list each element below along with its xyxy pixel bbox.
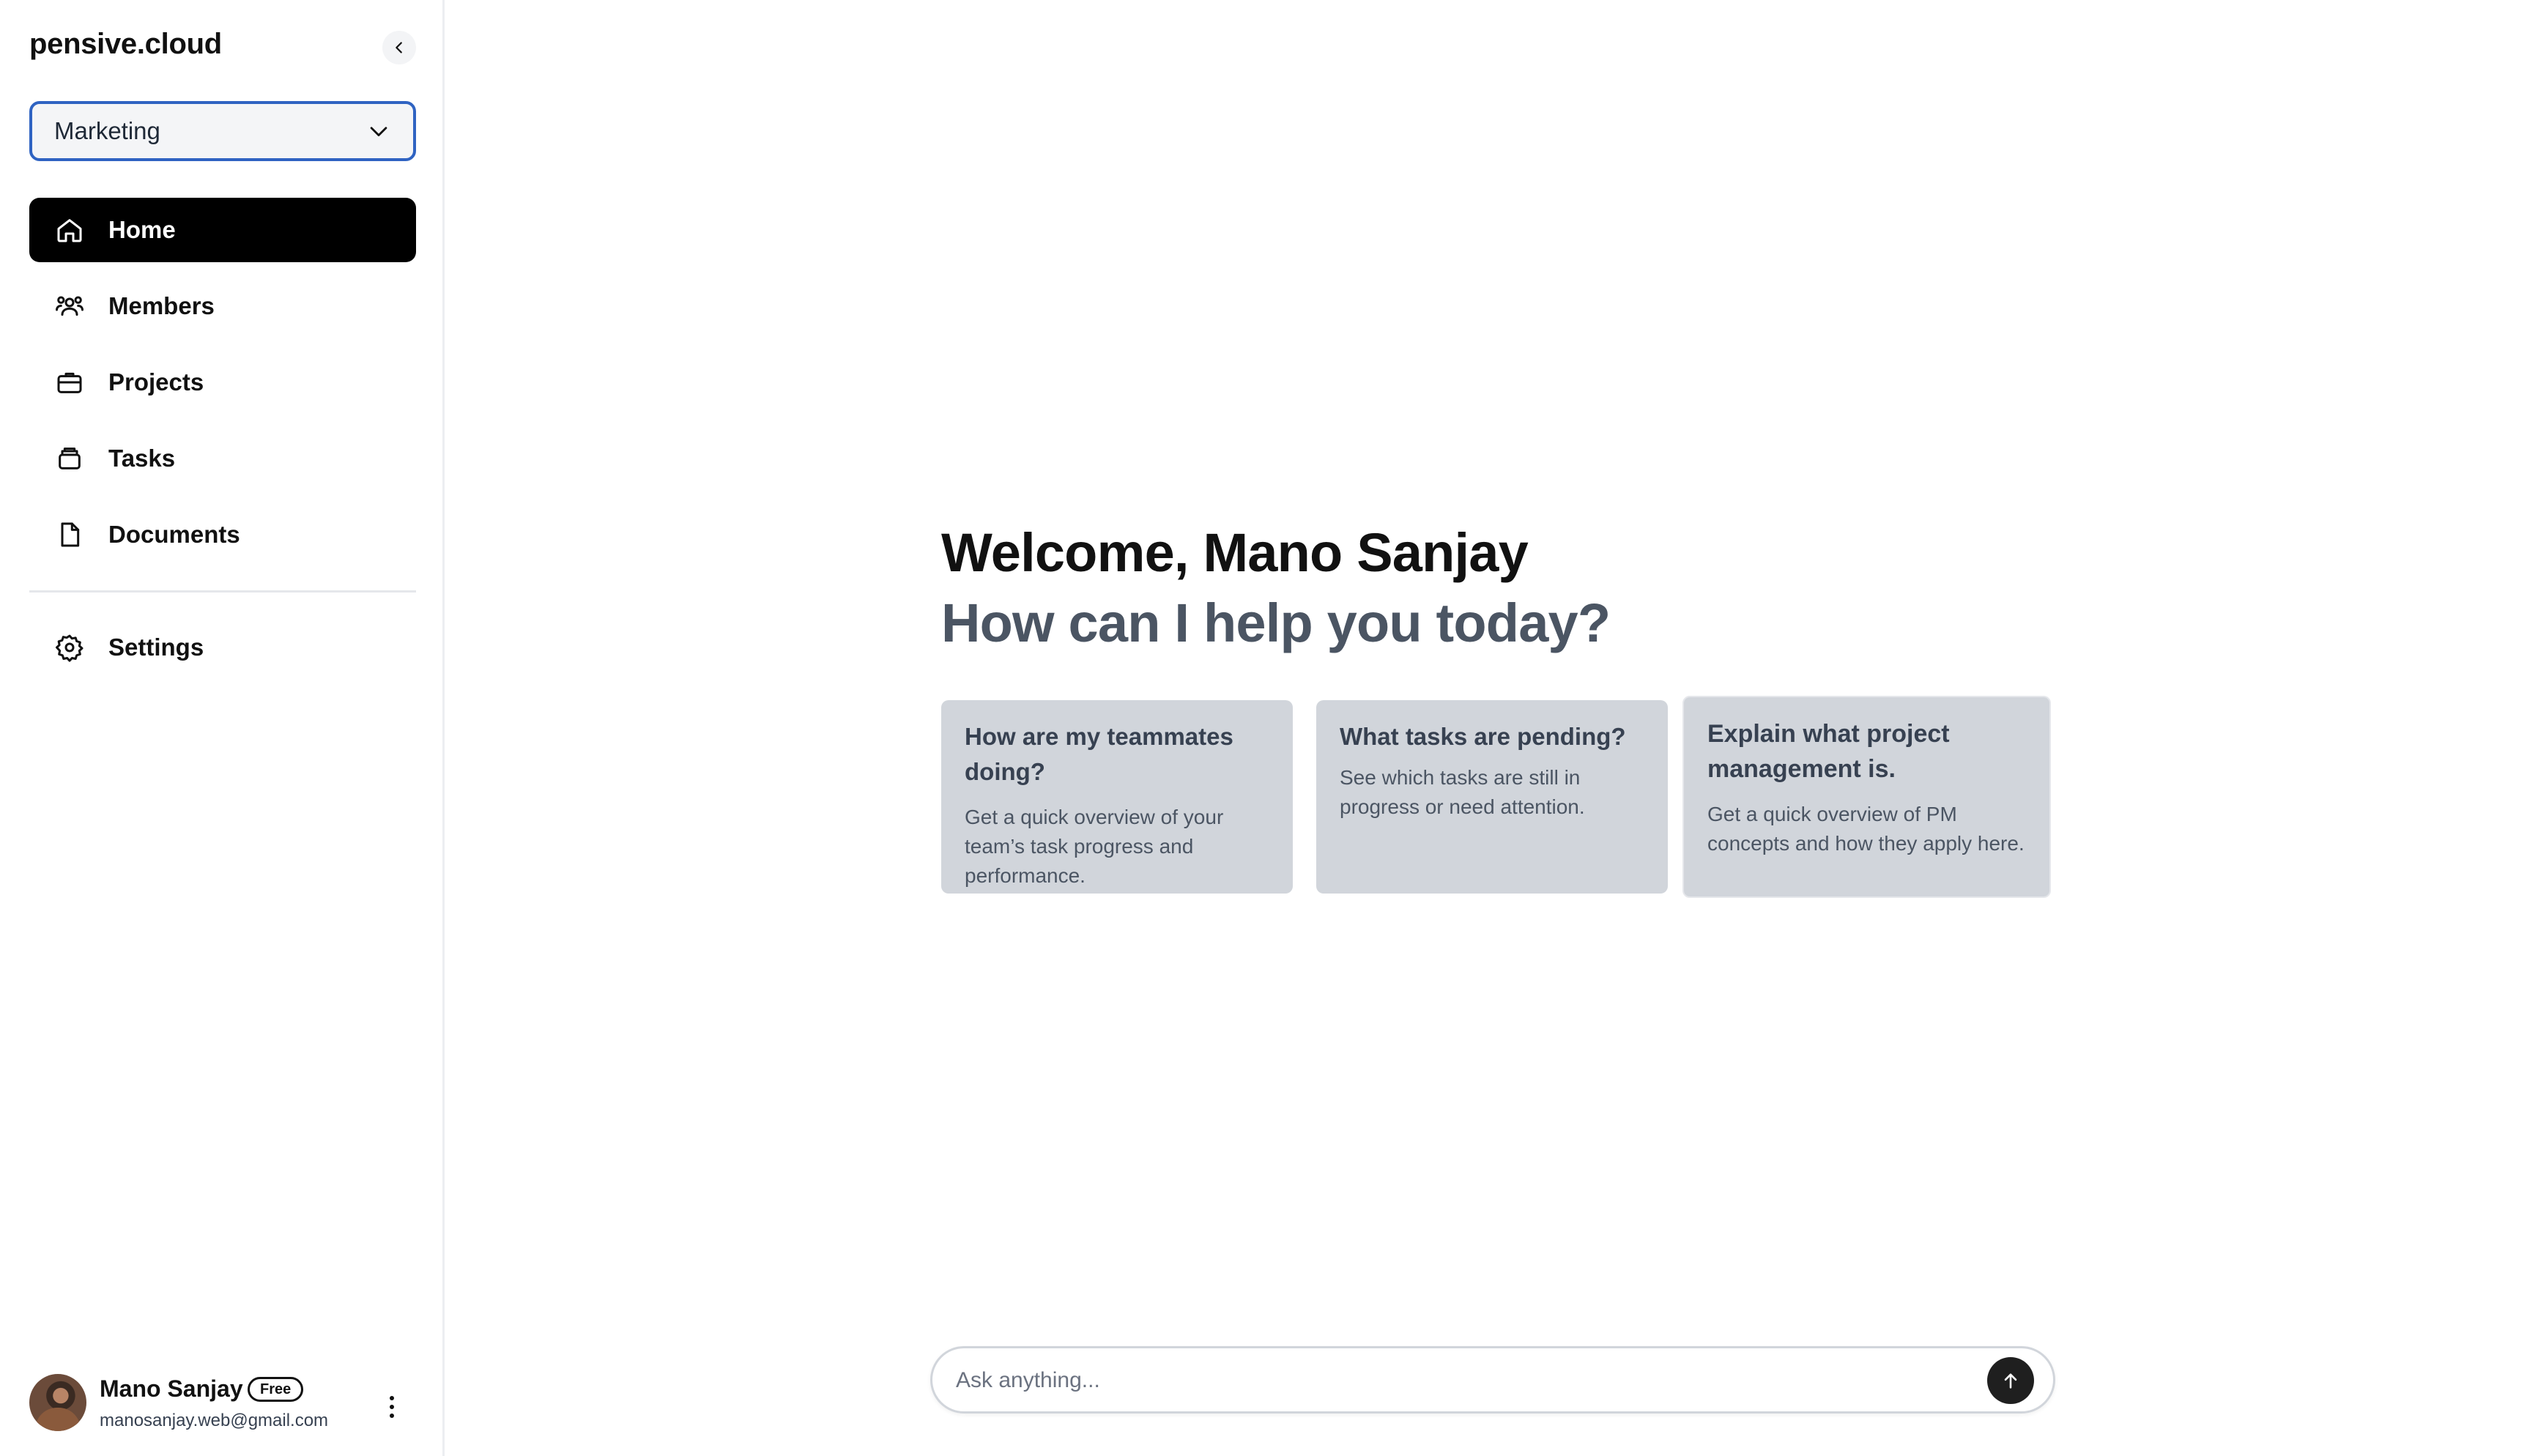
chevron-left-icon: [391, 40, 407, 56]
avatar[interactable]: [29, 1374, 86, 1431]
chevron-down-icon: [366, 119, 391, 144]
card-title: How are my teammates doing?: [965, 723, 1233, 785]
sidebar-item-settings[interactable]: [29, 615, 416, 680]
workspace-select-value: Marketing: [54, 117, 160, 144]
suggestion-card-project-management[interactable]: [1682, 696, 2051, 898]
sidebar-item-label: Settings: [108, 634, 204, 661]
sidebar-item-documents[interactable]: [29, 502, 416, 567]
user-name: Mano Sanjay: [100, 1375, 243, 1402]
send-button[interactable]: [1987, 1357, 2034, 1404]
sidebar-item-label: Members: [108, 292, 215, 319]
main-content: [445, 0, 2527, 1456]
card-description: See which tasks are still in progress or need attention.: [1340, 766, 1585, 818]
document-icon: [54, 519, 85, 550]
brand-logo[interactable]: pensive.cloud: [29, 28, 222, 60]
plan-badge: Free: [248, 1377, 303, 1402]
sidebar-item-label: Tasks: [108, 445, 176, 472]
workspace-select[interactable]: [29, 101, 416, 161]
sidebar-item-label: Home: [108, 216, 176, 243]
sidebar: [0, 0, 445, 1456]
chat-composer: [930, 1346, 2055, 1414]
tasks-icon: [54, 443, 85, 474]
sidebar-item-members[interactable]: [29, 274, 416, 338]
sidebar-item-home[interactable]: [29, 198, 416, 262]
sidebar-item-tasks[interactable]: [29, 426, 416, 491]
welcome-heading: Welcome, Mano Sanjay: [941, 522, 1528, 583]
user-email: manosanjay.web@gmail.com: [100, 1411, 329, 1430]
sidebar-item-projects[interactable]: [29, 350, 416, 415]
help-subtitle: How can I help you today?: [941, 593, 1611, 653]
chat-input[interactable]: [956, 1359, 1967, 1403]
nav-divider: [29, 590, 416, 593]
collapse-sidebar-button[interactable]: [382, 31, 416, 64]
briefcase-icon: [54, 367, 85, 398]
gear-icon: [54, 632, 85, 663]
user-profile[interactable]: [29, 1374, 425, 1433]
home-icon: [54, 215, 85, 245]
card-title: What tasks are pending?: [1340, 723, 1626, 750]
sidebar-item-label: Projects: [108, 368, 204, 395]
users-icon: [54, 291, 85, 322]
card-description: Get a quick overview of your team’s task progress and performance.: [965, 806, 1224, 887]
suggestion-card-pending-tasks[interactable]: [1316, 700, 1668, 894]
card-title: Explain what project management is.: [1707, 720, 1950, 783]
card-description: Get a quick overview of PM concepts and how they apply here.: [1707, 803, 2025, 855]
arrow-up-icon: [2000, 1370, 2021, 1391]
more-options-icon[interactable]: [377, 1389, 407, 1425]
suggestion-card-teammates[interactable]: [941, 700, 1293, 894]
sidebar-item-label: Documents: [108, 521, 240, 548]
